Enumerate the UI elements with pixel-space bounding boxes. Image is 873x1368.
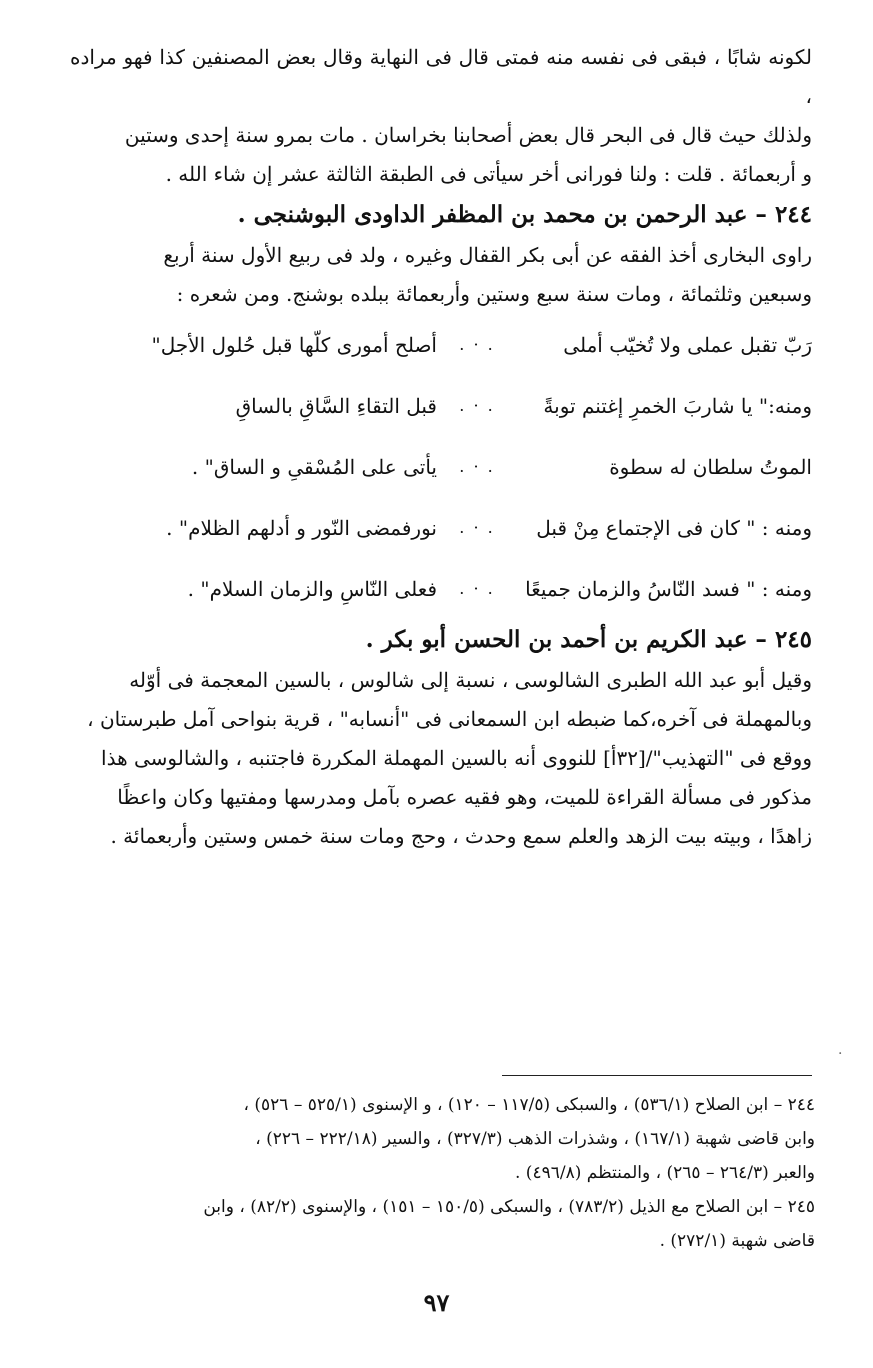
verse-first-hemistich: ومنه : " فسد النّاسُ والزمان جميعًا <box>525 576 812 601</box>
verse-first-hemistich: رَبّ تقبل عملى ولا تُخيّب أملى <box>563 332 812 357</box>
verse-separator: . · . <box>459 579 495 598</box>
intro-line: و أربعمائة . قلت : ولنا فورانى أخر سيأتى فى الطبقة الثالثة عشر إن شاء الله . <box>165 162 812 186</box>
intro-line: لكونه شابًا ، فبقى فى نفسه منه فمتى قال فى النهاية وقال بعض المصنفين كذا فهو مراده ، <box>70 45 812 108</box>
entry-244-line: وسبعين وثلثمائة ، ومات سنة سبع وستين وأربعمائة ببلده بوشنج. ومن شعره : <box>176 282 812 306</box>
verse-first-hemistich: ومنه : " كان فى الإجتماع مِنْ قبل <box>536 515 812 540</box>
verse-second-hemistich: نورفمضى النّور و أدلهم الظلام" . <box>166 515 437 540</box>
verse-separator: . · . <box>459 396 495 415</box>
verse-separator: . · . <box>459 335 495 354</box>
verse-first-hemistich: ومنه:" يا شاربَ الخمرِ إغتنم توبةً <box>543 393 812 418</box>
footnote-245-line: ٢٤٥ – ابن الصلاح مع الذيل (٧٨٣/٢) ، والسبكى (١٥٠/٥ – ١٥١) ، والإسنوى (٨٢/٢) ، وابن <box>203 1197 815 1217</box>
poem-block <box>70 314 812 619</box>
entry-244-line: راوى البخارى أخذ الفقه عن أبى بكر القفال وغيره ، ولد فى ربيع الأول سنة أربع <box>163 243 812 267</box>
footnote-244-line: ٢٤٤ – ابن الصلاح (٥٣٦/١) ، والسبكى (١١٧/٥ – ١٢٠) ، و الإسنوى (٥٢٥/١ – ٥٢٦) ، <box>243 1095 815 1115</box>
entry-245-line: ووقع فى "التهذيب"/[٣٢أ] للنووى أنه بالسين المهملة المكررة فاجتنبه ، والشالوسى هذا <box>101 746 812 770</box>
footnote-divider <box>502 1075 812 1076</box>
verse-second-hemistich: فعلى النّاسِ والزمان السلام" . <box>187 576 437 601</box>
entry-245-line: زاهدًا ، وبيته بيت الزهد والعلم سمع وحدث ، وحج ومات سنة خمس وستين وأربعمائة . <box>110 824 812 848</box>
verse-first-hemistich: الموتُ سلطان له سطوة <box>609 454 812 479</box>
verse-row <box>70 436 812 497</box>
footnote-245-line: قاضى شهبة (٢٧٢/١) . <box>659 1231 815 1251</box>
page-body <box>70 38 812 856</box>
verse-separator: . · . <box>459 518 495 537</box>
verse-second-hemistich: أصلح أمورى كلّها قبل حُلول الأجل" <box>151 332 437 357</box>
verse-row <box>70 558 812 619</box>
verse-row <box>70 497 812 558</box>
entry-245-heading: ٢٤٥ – عبد الكريم بن أحمد بن الحسن أبو بكر . <box>365 626 812 653</box>
footnote-244-line: وابن قاضى شهبة (١٦٧/١) ، وشذرات الذهب (٣٢٧/٣) ، والسير (٢٢٢/١٨ – ٢٢٦) ، <box>255 1129 815 1149</box>
stray-mark: · <box>838 1046 843 1062</box>
verse-separator: . · . <box>459 457 495 476</box>
page-number: ٩٧ <box>423 1288 450 1317</box>
verse-row <box>70 314 812 375</box>
verse-row <box>70 375 812 436</box>
intro-line: ولذلك حيث قال فى البحر قال بعض أصحابنا بخراسان . مات بمرو سنة إحدى وستين <box>124 123 812 147</box>
entry-245-line: وقيل أبو عبد الله الطبرى الشالوسى ، نسبة إلى شالوس ، بالسين المعجمة فى أوّله <box>129 668 812 692</box>
verse-second-hemistich: يأتى على المُسْقىِ و الساق" . <box>191 454 437 479</box>
entry-244-heading: ٢٤٤ – عبد الرحمن بن محمد بن المظفر الداودى البوشنجى . <box>237 201 812 228</box>
entry-245-line: مذكور فى مسألة القراءة للميت، وهو فقيه عصره بآمل ومدرسها ومفتيها وكان واعظًا <box>117 785 812 809</box>
footnotes <box>60 1088 815 1258</box>
footnote-244-line: والعبر (٢٦٤/٣ – ٢٦٥) ، والمنتظم (٤٩٦/٨) . <box>515 1163 815 1183</box>
entry-245-line: وبالمهملة فى آخره،كما ضبطه ابن السمعانى فى "أنسابه" ، قرية بنواحى آمل طبرستان ، <box>87 707 812 731</box>
verse-second-hemistich: قبل التقاءِ السَّاقِ بالساقِ <box>235 393 437 418</box>
